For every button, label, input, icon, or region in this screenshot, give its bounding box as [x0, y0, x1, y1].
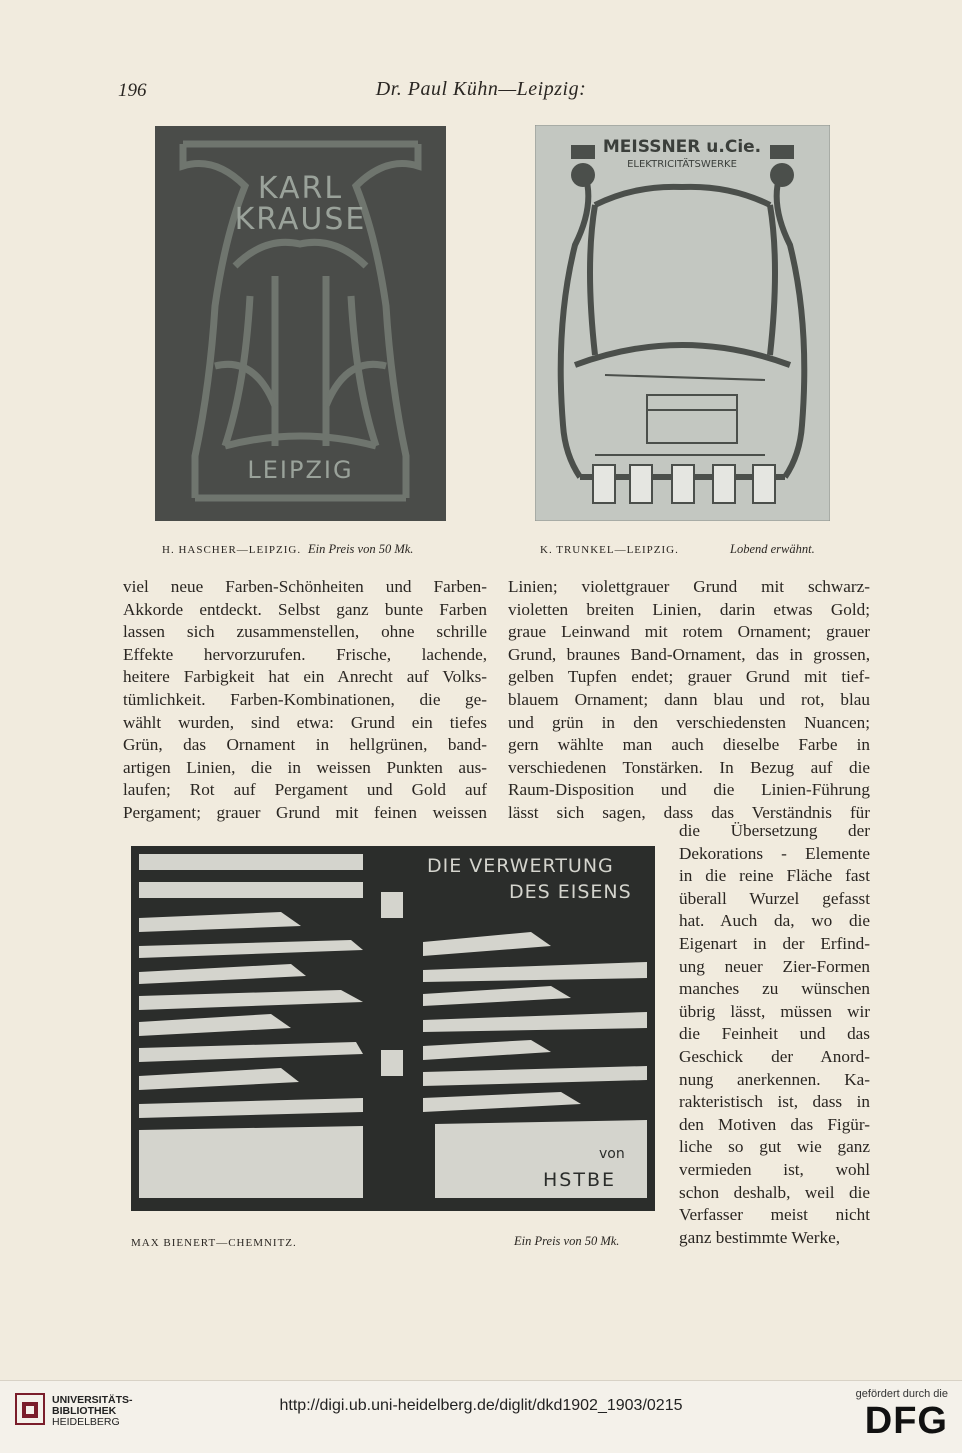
text-line: gelben Tupfen endet; grauer Grund mit tief-	[508, 667, 870, 687]
caption-author-fig3: MAX BIENERT—CHEMNITZ.	[131, 1237, 297, 1249]
text-line: laufen; Rot auf Pergament und Gold auf	[123, 780, 487, 800]
text-line: vermieden ist, wohl	[679, 1159, 870, 1179]
text-line: Verfasser meist nicht	[679, 1205, 870, 1225]
text-line: hat. Auch da, wo die	[679, 911, 870, 931]
text-line: schon deshalb, weil die	[679, 1182, 870, 1202]
library-line: BIBLIOTHEK	[52, 1405, 117, 1417]
cover-author-name: HSTBE	[543, 1169, 616, 1191]
text-line: nung anerkennen. Ka-	[679, 1069, 870, 1089]
text-line: Raum-Disposition und die Linien-Führung	[508, 780, 870, 800]
text-line: den Motiven das Figür-	[679, 1114, 870, 1134]
text-line: artigen Linien, die in weissen Punkten aus-	[123, 757, 487, 777]
text-line: viel neue Farben-Schönheiten und Farben-	[123, 577, 487, 596]
caption-author-fig2: K. TRUNKEL—LEIPZIG.	[540, 544, 679, 556]
text-column-right-narrow	[679, 820, 870, 1249]
figure-karl-krause-cover	[155, 126, 446, 521]
text-line: Dekorations - Elemente	[679, 843, 870, 863]
text-column-left	[123, 576, 487, 825]
text-line: ganz bestimmte Werke,	[679, 1227, 841, 1247]
figure-meissner-cover	[535, 125, 830, 521]
running-title: Dr. Paul Kühn—Leipzig:	[375, 78, 587, 100]
text-line: Akkorde entdeckt. Selbst ganz bunte Farben	[123, 599, 487, 619]
funding-note: gefördert durch die	[855, 1388, 948, 1400]
cover-author-prefix: von	[599, 1146, 625, 1162]
caption-author-fig1: H. HASCHER—LEIPZIG.	[162, 544, 302, 556]
text-line: Grund, braunes Band-Ornament, das in grossen,	[508, 644, 870, 664]
cover-firm-subtitle: ELEKTRICITÄTSWERKE	[627, 159, 737, 170]
cover-title-line1: DIE VERWERTUNG	[427, 855, 614, 877]
text-line: Pergament; grauer Grund mit feinen weissen	[123, 802, 487, 822]
text-line: lassen sich zusammenstellen, ohne schrille	[123, 622, 487, 642]
cover-title-line2: KRAUSE	[234, 202, 367, 237]
text-line: violetten breiten Linien, darin etwas Gold;	[508, 599, 870, 619]
cover-title-line1: KARL	[257, 171, 344, 206]
dfg-logo: DFG	[864, 1400, 948, 1442]
text-line: Grün, das Ornament in hellgrünen, band-	[123, 735, 487, 755]
text-line: manches zu wünschen	[679, 979, 870, 999]
cover-title-line2: DES EISENS	[509, 881, 632, 903]
text-line: ung neuer Zier-Formen	[679, 956, 870, 976]
text-line: Linien; violettgrauer Grund mit schwarz-	[508, 577, 870, 596]
text-line: Effekte hervorzurufen. Frische, lachende,	[123, 644, 487, 664]
caption-note-fig2: Lobend erwähnt.	[730, 542, 815, 556]
library-line: HEIDELBERG	[52, 1416, 120, 1428]
library-line: UNIVERSITÄTS-	[52, 1394, 133, 1406]
text-line: und grün in den verschiedensten Nuancen;	[508, 712, 870, 732]
caption-note-fig3: Ein Preis von 50 Mk.	[514, 1234, 620, 1248]
text-line: Geschick der Anord-	[679, 1046, 870, 1066]
digitization-footer	[0, 1380, 962, 1453]
text-line: blauem Ornament; dann blau und rot, blau	[508, 689, 870, 709]
figure-verwertung-eisens-cover	[131, 846, 655, 1211]
text-line: wählt wurden, sind etwa: Grund ein tiefes	[123, 712, 487, 732]
text-line: in die reine Fläche fast	[679, 866, 870, 886]
page-number: 196	[118, 80, 147, 101]
caption-note-fig1: Ein Preis von 50 Mk.	[308, 542, 414, 556]
text-line: übrig lässt, müssen wir	[679, 1001, 870, 1021]
text-line: lässt sich sagen, dass das Verständnis für	[508, 802, 870, 822]
text-line: die Feinheit und das	[679, 1024, 870, 1044]
text-column-right-top	[508, 576, 870, 825]
text-line: tümlichkeit. Farben-Kombinationen, die ge-	[123, 689, 487, 709]
cover-place: LEIPZIG	[247, 456, 354, 484]
text-line: Eigenart in der Erfind-	[679, 933, 870, 953]
cover-firm-name: MEISSNER u.Cie.	[602, 137, 762, 157]
text-line: graue Leinwand mit rotem Ornament; grauer	[508, 622, 870, 642]
text-line: überall Wurzel gefasst	[679, 888, 870, 908]
text-line: verschiedenen Tonstärken. In Bezug auf die	[508, 757, 870, 777]
text-line: heitere Farbigkeit hat ein Anrecht auf Volks-	[123, 667, 487, 687]
text-line: liche so gut wie ganz	[679, 1137, 870, 1157]
text-line: die Übersetzung der	[679, 821, 870, 840]
source-url-link[interactable]: http://digi.ub.uni-heidelberg.de/diglit/dkd1902_1903/0215	[279, 1397, 683, 1414]
text-line: rakteristisch ist, dass in	[679, 1092, 870, 1112]
text-line: gern wählte man auch dieselbe Farbe in	[508, 735, 870, 755]
